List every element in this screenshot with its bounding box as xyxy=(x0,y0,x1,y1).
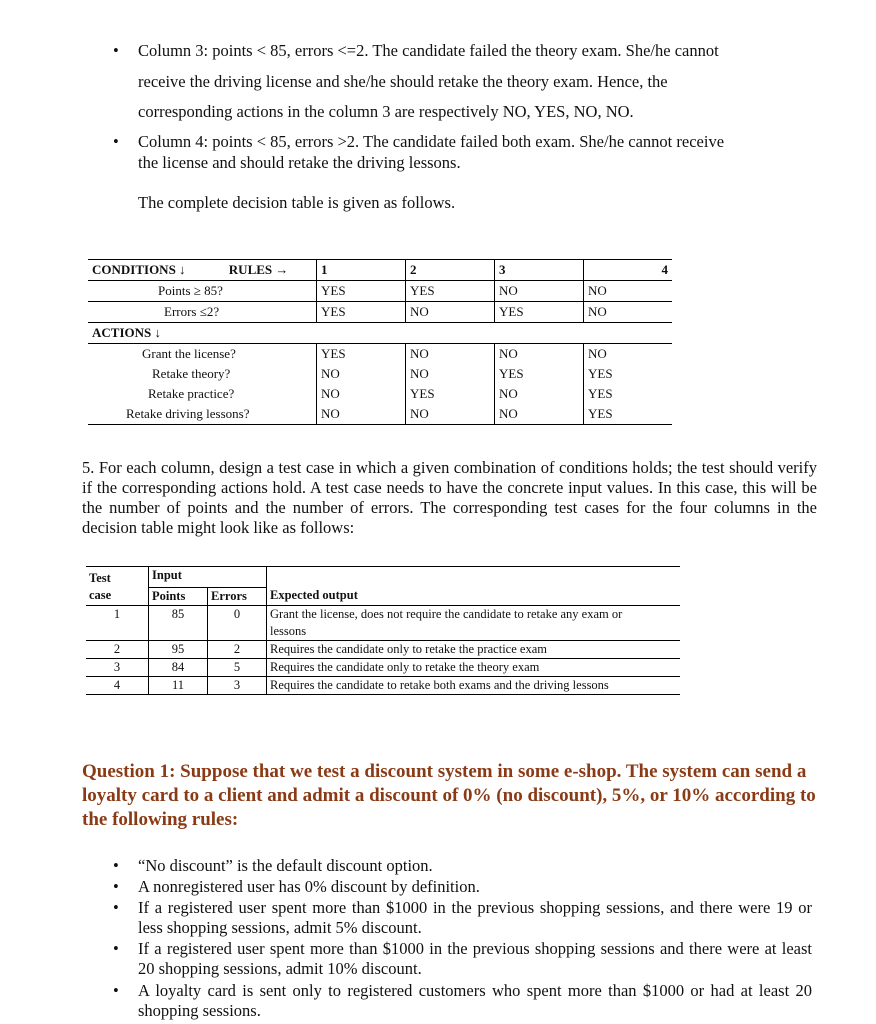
cell: NO xyxy=(584,281,673,302)
bullet-line: Column 3: points < 85, errors <=2. The candidate failed the theory exam. She/he cannot xyxy=(138,41,719,60)
points-cell: 85 xyxy=(149,605,208,640)
cell: YES xyxy=(584,384,673,404)
cell: YES xyxy=(584,404,673,425)
table-row xyxy=(88,323,672,344)
header-errors: Errors xyxy=(208,587,267,605)
cell: NO xyxy=(495,404,584,425)
case-cell: 1 xyxy=(113,606,121,621)
action-label: Retake theory? xyxy=(152,366,231,381)
rule-number: 4 xyxy=(584,260,673,281)
rule-text: If a registered user spent more than $1000 in the previous shopping sessions, and there were 19 or less shopping sessions, admit 5% discount. xyxy=(138,898,812,937)
rule-text: “No discount” is the default discount option. xyxy=(138,856,433,875)
cell: YES xyxy=(317,302,406,323)
table-row xyxy=(86,605,680,640)
actions-header: ACTIONS ↓ xyxy=(92,325,161,340)
bullet-dot: • xyxy=(113,132,119,151)
cell: YES xyxy=(406,384,495,404)
rule-item xyxy=(113,939,812,979)
table-row xyxy=(86,640,680,658)
bullet-line: receive the driving license and she/he should retake the theory exam. Hence, the xyxy=(138,71,668,91)
cell xyxy=(267,567,681,588)
cell: YES xyxy=(495,302,584,323)
rule-item xyxy=(113,898,812,938)
cell: NO xyxy=(406,302,495,323)
header-expected: Expected output xyxy=(267,587,681,605)
cell: NO xyxy=(495,281,584,302)
expected-cell: Requires the candidate only to retake the theory exam xyxy=(267,658,681,676)
bullet-dot: • xyxy=(113,898,119,917)
errors-cell: 0 xyxy=(208,605,267,640)
cell: NO xyxy=(495,384,584,404)
case-cell: 2 xyxy=(113,641,121,656)
rule-text: A loyalty card is sent only to registered customers who spent more than $1000 or had at least 20 shopping sessions. xyxy=(138,981,812,1020)
bullet-dot: • xyxy=(113,939,119,958)
table-row xyxy=(86,676,680,694)
condition-label: Errors ≤2? xyxy=(164,304,220,319)
cell: YES xyxy=(317,344,406,365)
table-row xyxy=(88,281,672,302)
header-points: Points xyxy=(149,587,208,605)
cell: NO xyxy=(406,404,495,425)
cell: NO xyxy=(584,344,673,365)
rule-number: 3 xyxy=(495,260,584,281)
cell: NO xyxy=(495,344,584,365)
cell xyxy=(317,323,673,344)
paragraph-5: 5. For each column, design a test case in which a given combination of conditions holds; the test should verify if the corresponding actions hold. A test case needs to have the concrete input values. In this case, this will be the number of points and the number of errors. The corresponding test cases for the four columns in the decision table might look like as follows: xyxy=(82,458,817,537)
action-label: Grant the license? xyxy=(142,346,236,361)
errors-cell: 2 xyxy=(208,640,267,658)
table-row xyxy=(88,260,672,281)
header-case: case xyxy=(89,588,112,602)
rule-item xyxy=(113,877,812,897)
rule-number: 1 xyxy=(317,260,406,281)
table-row xyxy=(86,587,680,605)
condition-label: Points ≥ 85? xyxy=(158,283,223,298)
bullet-dot: • xyxy=(113,856,119,875)
points-cell: 84 xyxy=(149,658,208,676)
conditions-header: CONDITIONS ↓ xyxy=(92,262,186,277)
action-label: Retake practice? xyxy=(148,386,235,401)
test-case-table xyxy=(86,566,680,695)
bullet-dot: • xyxy=(113,877,119,896)
rules-header: RULES → xyxy=(228,262,289,277)
table-row xyxy=(88,364,672,384)
cell: YES xyxy=(584,364,673,384)
cell: NO xyxy=(317,384,406,404)
cell: NO xyxy=(317,364,406,384)
bullet-dot: • xyxy=(113,41,119,60)
bullet-line: the license and should retake the driving lessons. xyxy=(138,153,461,172)
question-1: Question 1: Suppose that we test a discount system in some e-shop. The system can send a loyalty card to a client and admit a discount of 0% (no discount), 5%, or 10% according to the following rules: xyxy=(82,761,816,830)
errors-cell: 3 xyxy=(208,676,267,694)
header-cell xyxy=(88,260,317,281)
cell: NO xyxy=(317,404,406,425)
errors-cell: 5 xyxy=(208,658,267,676)
cell: YES xyxy=(495,364,584,384)
decision-table xyxy=(88,259,672,425)
points-cell: 11 xyxy=(149,676,208,694)
rule-item xyxy=(113,981,812,1021)
table-row xyxy=(88,302,672,323)
decision-intro: The complete decision table is given as follows. xyxy=(138,193,456,212)
table-row xyxy=(86,658,680,676)
bullet-column-3 xyxy=(113,36,818,128)
bullet-line: Column 4: points < 85, errors >2. The candidate failed both exam. She/he cannot receive xyxy=(138,132,725,151)
points-cell: 95 xyxy=(149,640,208,658)
cell: YES xyxy=(317,281,406,302)
rule-number: 2 xyxy=(406,260,495,281)
header-input: Input xyxy=(149,567,267,588)
expected-cell: Grant the license, does not require the candidate to retake any exam or lessons xyxy=(267,605,681,640)
cell: YES xyxy=(406,281,495,302)
bullet-line: corresponding actions in the column 3 are respectively NO, YES, NO, NO. xyxy=(138,102,634,121)
bullet-column-4 xyxy=(113,131,818,173)
table-row xyxy=(88,404,672,425)
cell: NO xyxy=(584,302,673,323)
table-row xyxy=(86,567,680,588)
rule-text: If a registered user spent more than $1000 in the previous shopping sessions and there were at least 20 shopping sessions, admit 10% discount. xyxy=(138,939,812,978)
rule-text: A nonregistered user has 0% discount by definition. xyxy=(138,877,480,896)
case-cell: 3 xyxy=(113,659,121,674)
table-row xyxy=(88,344,672,365)
action-label: Retake driving lessons? xyxy=(126,406,250,421)
bullet-dot: • xyxy=(113,981,119,1000)
cell: NO xyxy=(406,344,495,365)
header-test: Test xyxy=(89,571,111,585)
rule-item xyxy=(113,856,812,876)
case-cell: 4 xyxy=(113,677,121,692)
table-row xyxy=(88,384,672,404)
expected-cell: Requires the candidate to retake both exams and the driving lessons xyxy=(267,676,681,694)
expected-cell: Requires the candidate only to retake the practice exam xyxy=(267,640,681,658)
cell: NO xyxy=(406,364,495,384)
